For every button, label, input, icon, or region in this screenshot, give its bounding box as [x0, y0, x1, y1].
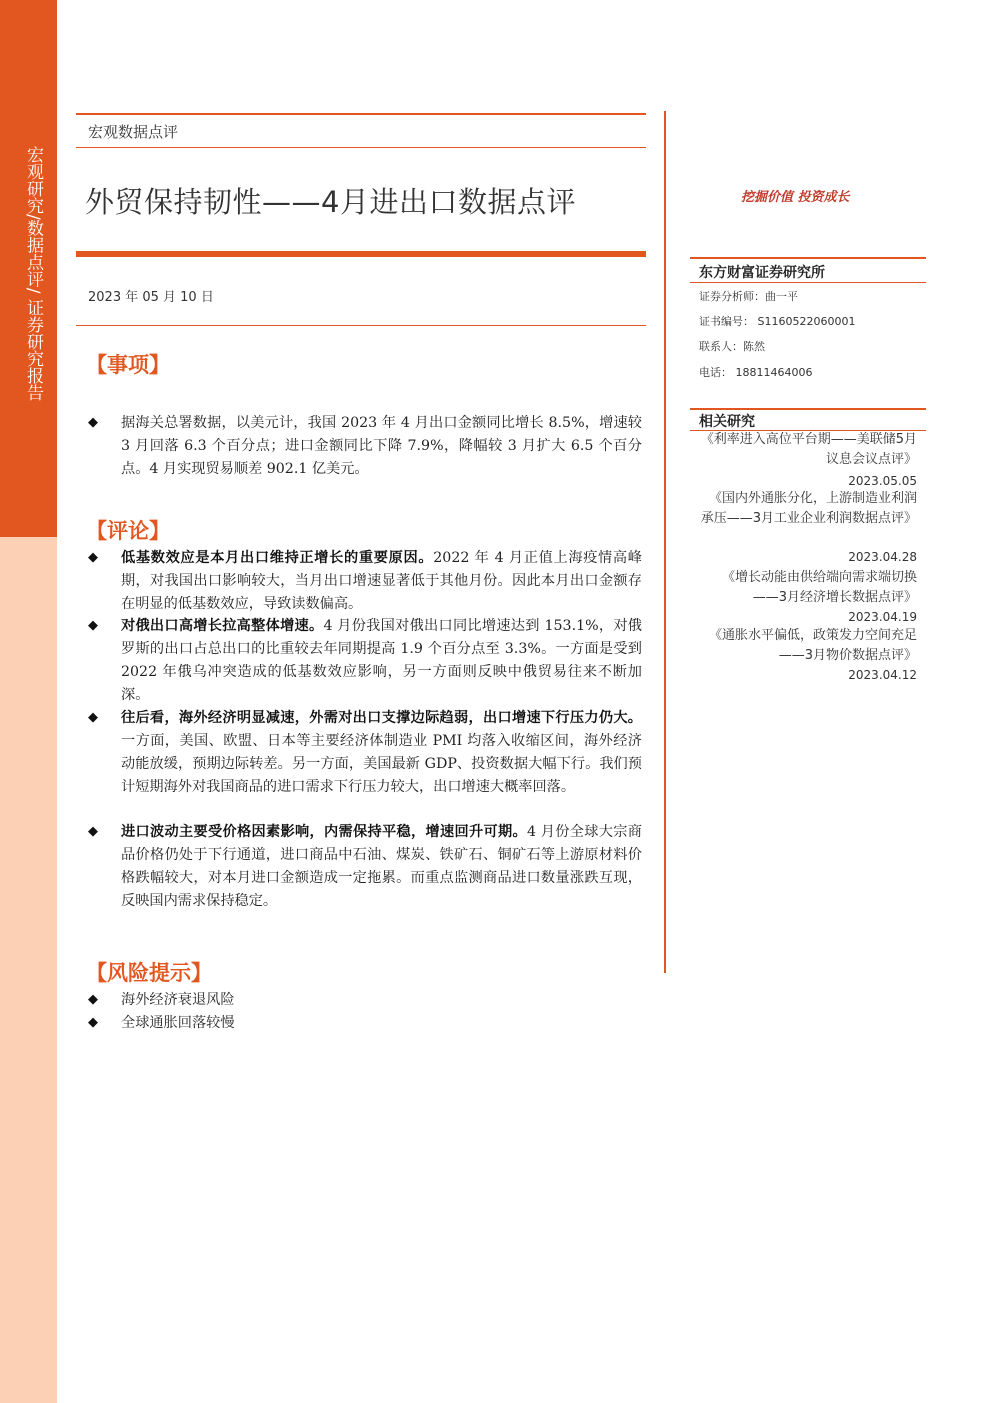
comment-item-body: 4 月份我国对俄出口同比增速达到 153.1%，对俄罗斯的出口占总出口的比重较去年同期提高 1.9 个百分点至 3.3%。一方面是受到 2022 年俄乌冲突造成的低基数效应影响，另一方面则反映中俄贸易往来不断加深。 [121, 618, 642, 703]
bullet-icon: ◆ [88, 618, 98, 633]
bullet-icon: ◆ [88, 1015, 98, 1030]
related-item-title[interactable]: 《增长动能由供给端向需求端切换——3月经济增长数据点评》 [721, 570, 917, 605]
cert-number: 证书编号： S1160522060001 [699, 315, 856, 328]
risk-heading: 【风险提示】 [86, 961, 212, 985]
date-rule [76, 325, 646, 326]
bullet-icon: ◆ [88, 415, 98, 430]
report-date: 2023 年 05 月 10 日 [88, 290, 214, 305]
analyst-name: 证券分析师：曲一平 [699, 290, 798, 303]
event-heading: 【事项】 [86, 353, 170, 377]
comment-item-body: 一方面，美国、欧盟、日本等主要经济体制造业 PMI 均落入收缩区间，海外经济动能放缓，预期边际转差。另一方面，美国最新 GDP、投资数据大幅下行。我们预计短期海外对我国商品的进口需求下行压力较大，出口增速大概率回落。 [121, 733, 642, 795]
related-item-date: 2023.04.19 [848, 610, 917, 624]
related-item-title[interactable]: 《利率进入高位平台期——美联储5月议息会议点评》 [700, 432, 917, 467]
event-text: 据海关总署数据，以美元计，我国 2023 年 4 月出口金额同比增长 8.5%，增速较 3 月回落 6.3 个百分点；进口金额同比下降 7.9%，降幅较 3 月扩大 6.5 个百分点。4 月实现贸易顺差 902.1 亿美元。 [121, 415, 642, 477]
comment-item [121, 707, 642, 799]
column-divider [664, 111, 666, 973]
header-top-rule [76, 113, 646, 115]
contact-phone: 电话： 18811464006 [699, 366, 813, 379]
sidebar-accent-band [0, 0, 57, 537]
comment-item [121, 547, 642, 616]
related-item-title[interactable]: 《通胀水平偏低，政策发力空间充足——3月物价数据点评》 [708, 628, 917, 663]
related-top-rule [690, 408, 926, 410]
risk-item: 海外经济衰退风险 [121, 992, 235, 1008]
related-item-date: 2023.04.12 [848, 668, 917, 682]
related-item-date: 2023.04.28 [848, 550, 917, 564]
institution-top-rule [690, 257, 926, 259]
comment-heading: 【评论】 [86, 519, 170, 543]
sidebar-label: 宏观研究/数据点评/ 证券研究报告 [23, 146, 43, 401]
comment-item [121, 615, 642, 707]
header-sub-rule [76, 147, 646, 148]
bullet-icon: ◆ [88, 710, 98, 725]
comment-item-lead: 低基数效应是本月出口维持正增长的重要原因。 [121, 550, 434, 566]
sidebar-light-band [0, 537, 57, 1403]
comment-item-body: 4 月份全球大宗商品价格仍处于下行通道，进口商品中石油、煤炭、铁矿石、铜矿石等上游原材料价格跌幅较大，对本月进口金额造成一定拖累。而重点监测商品进口数量涨跌互现，反映国内需求保持稳定。 [121, 824, 642, 909]
comment-item-lead: 对俄出口高增长拉高整体增速。 [121, 618, 324, 634]
bullet-icon: ◆ [88, 992, 98, 1007]
report-type: 宏观数据点评 [88, 123, 179, 141]
contact-person: 联系人：陈然 [699, 340, 765, 353]
comment-item-lead: 往后看，海外经济明显减速，外需对出口支撑边际趋弱，出口增速下行压力仍大。 [121, 710, 642, 726]
comment-item-lead: 进口波动主要受价格因素影响，内需保持平稳，增速回升可期。 [121, 824, 527, 840]
bullet-icon: ◆ [88, 824, 98, 839]
related-heading: 相关研究 [699, 414, 755, 430]
page-title: 外贸保持韧性——4月进出口数据点评 [85, 185, 576, 219]
comment-item [121, 821, 642, 913]
slogan: 挖掘价值 投资成长 [741, 190, 850, 205]
title-bar [76, 251, 646, 257]
risk-item: 全球通胀回落较慢 [121, 1015, 235, 1031]
related-item-date: 2023.05.05 [848, 474, 917, 488]
related-item-title[interactable]: 《国内外通胀分化，上游制造业利润承压——3月工业企业利润数据点评》 [700, 491, 917, 526]
institution-name: 东方财富证券研究所 [699, 265, 825, 281]
comment-item-body: 2022 年 4 月正值上海疫情高峰期，对我国出口影响较大，当月出口增速显著低于其他月份。因此本月出口金额存在明显的低基数效应，导致读数偏高。 [121, 550, 642, 612]
bullet-icon: ◆ [88, 550, 98, 565]
institution-rule [690, 282, 926, 283]
